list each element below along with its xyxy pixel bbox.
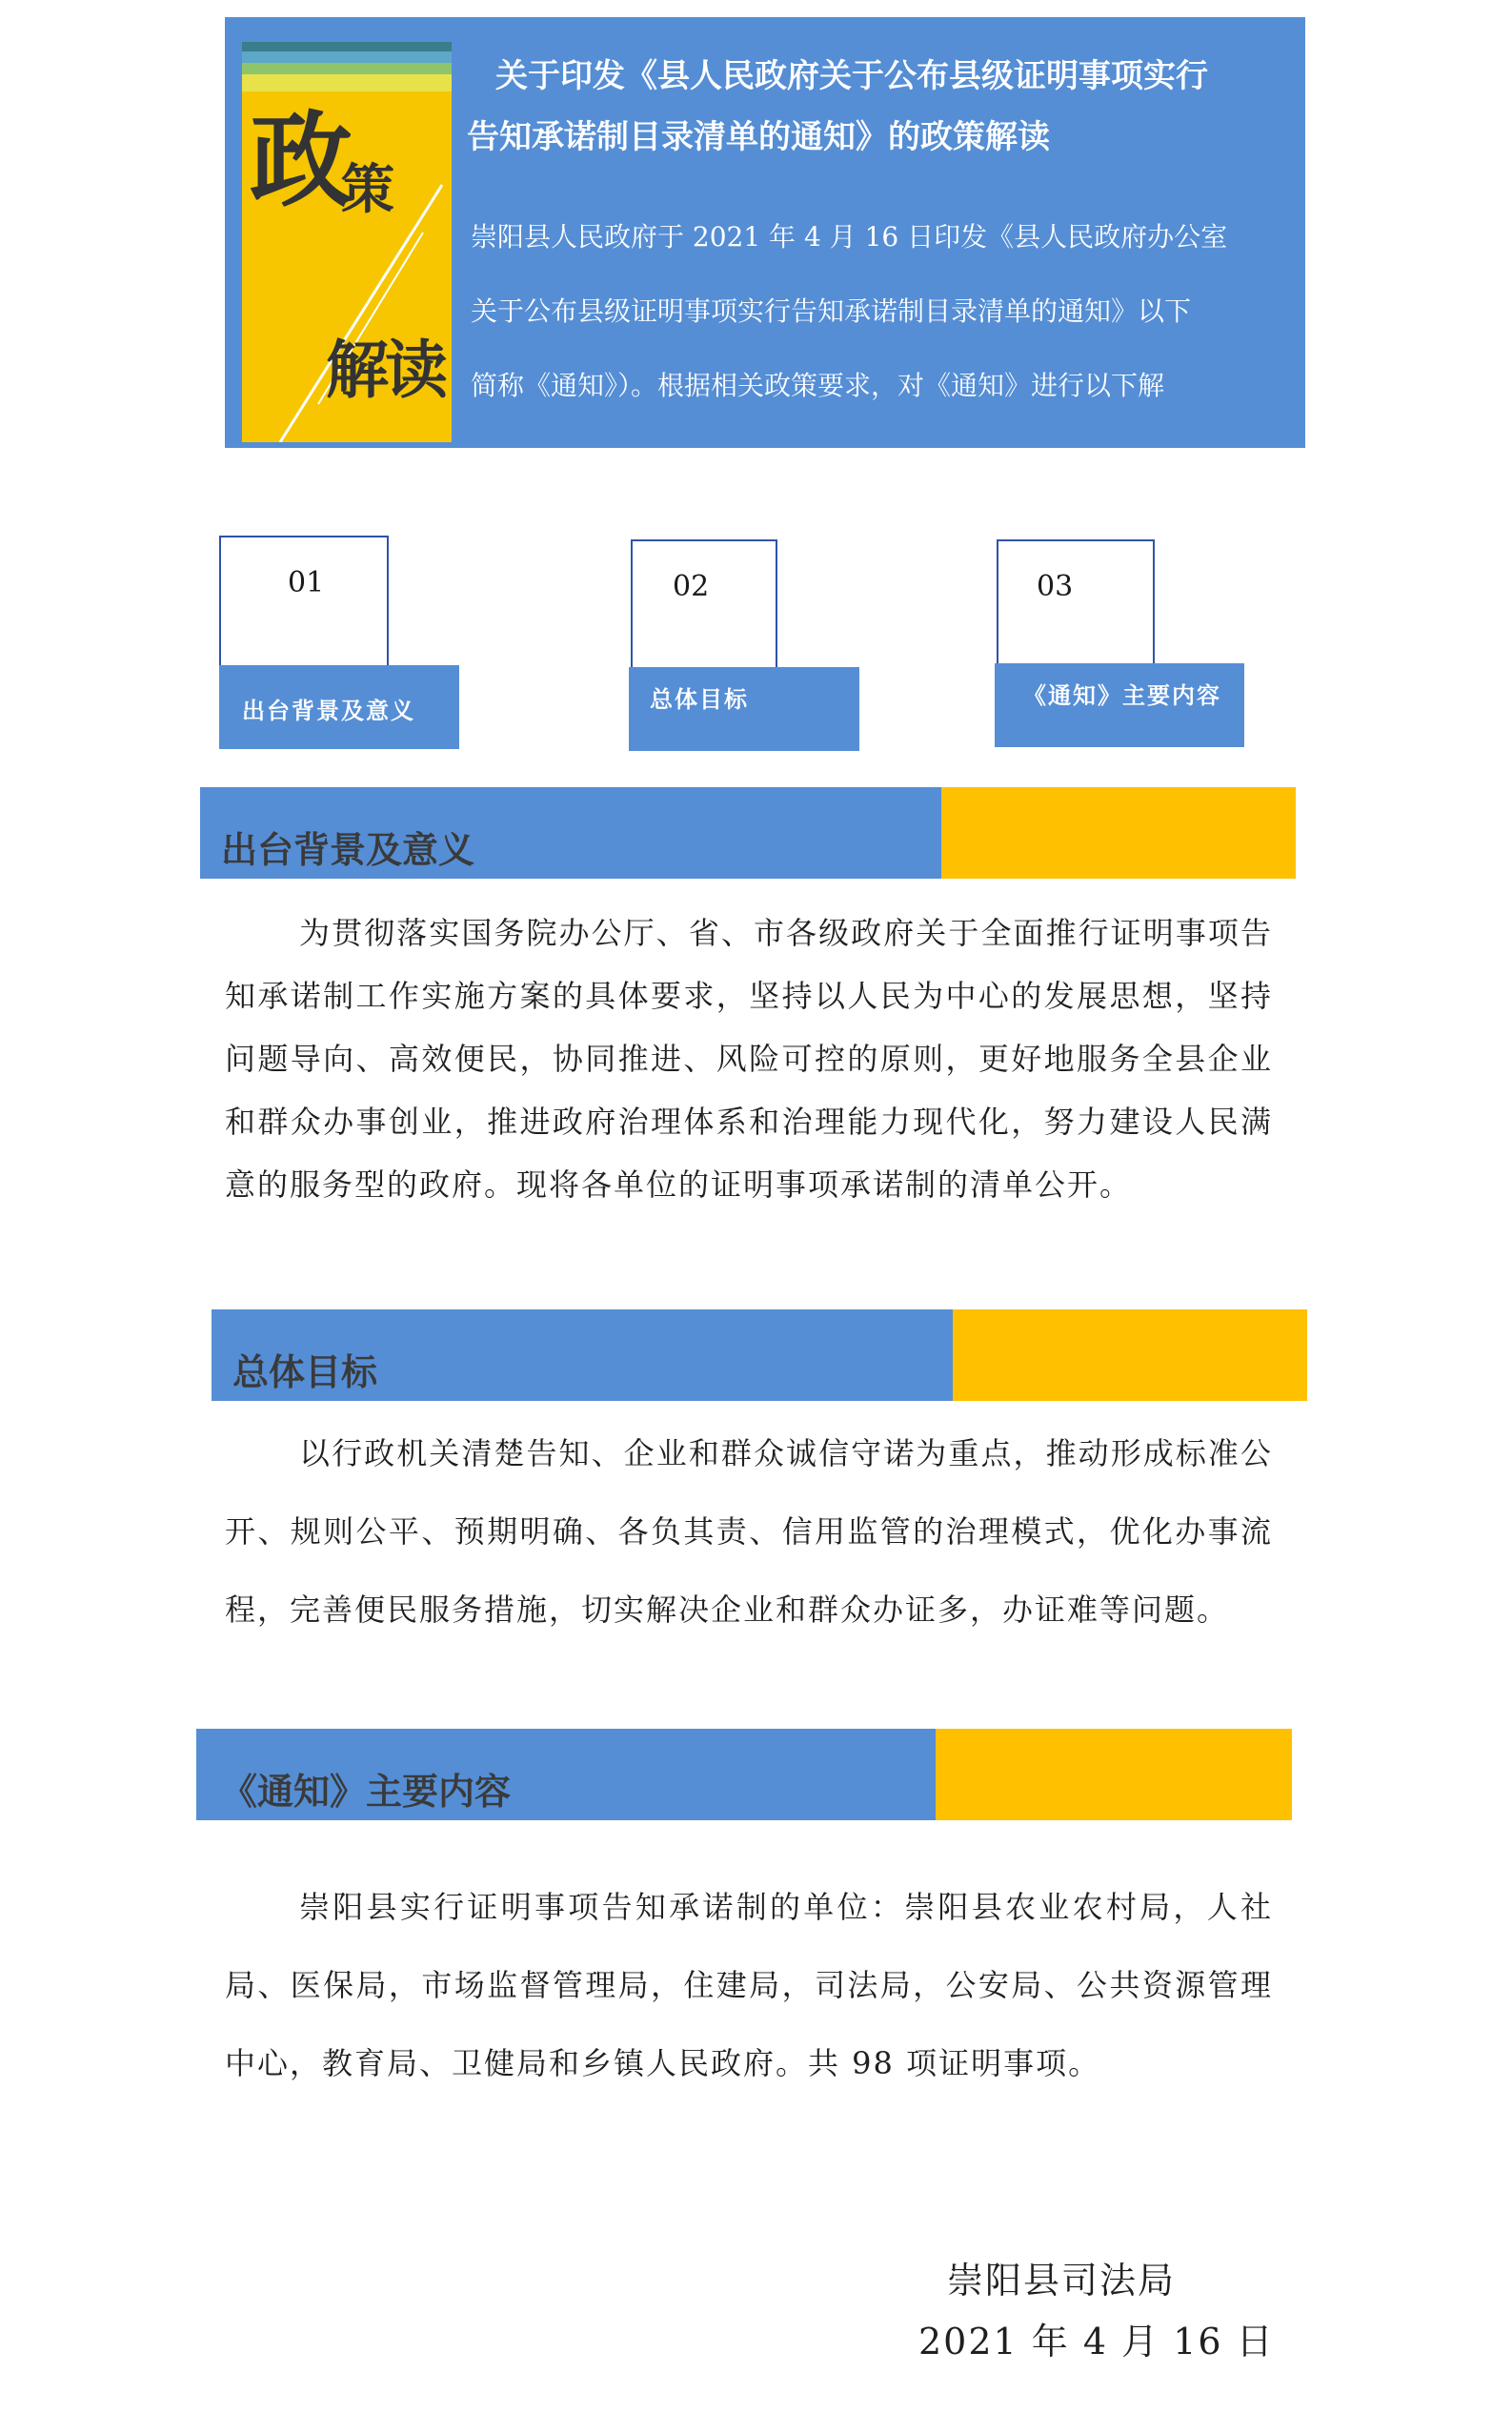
section-body-background: 为贯彻落实国务院办公厅、省、市各级政府关于全面推行证明事项告知承诺制工作实施方案的具体要求，坚持以人民为中心的发展思想，坚持问题导向、高效便民，协同推进、风险可控的原则，更好地服务全县企业和群众办事创业，推进政府治理体系和治理能力现代化，努力建设人民满意的服务型的政府。现将各单位的证明事项承诺制的清单公开。 — [225, 915, 1273, 1203]
title-line-1: 关于印发《县人民政府关于公布县级证明事项实行 — [495, 57, 1208, 95]
intro-line-1: 崇阳县人民政府于 2021 年 4 月 16 日印发《县人民政府办公室 — [471, 221, 1228, 253]
section-body-goals: 以行政机关清楚告知、企业和群众诚信守诺为重点，推动形成标准公开、规则公平、预期明确、各负其责、信用监管的治理模式，优化办事流程，完善便民服务措施，切实解决企业和群众办证多，办证难等问题。 — [225, 1435, 1273, 1628]
badge-char-ce: 策 — [341, 159, 394, 221]
page-title — [467, 46, 1286, 168]
badge-char-jie: 解 — [326, 334, 389, 407]
section-title: 总体目标 — [232, 1351, 378, 1393]
nav-number-02[interactable]: 02 — [631, 539, 777, 671]
section-header-goals — [212, 1309, 1307, 1401]
section-header-accent — [953, 1309, 1307, 1401]
section-title: 《通知》主要内容 — [221, 1771, 512, 1813]
badge-char-du: 读 — [385, 334, 448, 407]
nav-number-01[interactable]: 01 — [219, 536, 389, 671]
badge-char-zheng: 政 — [250, 102, 353, 221]
signature-date: 2021 年 4 月 16 日 — [918, 2321, 1275, 2362]
policy-interpretation-badge — [242, 42, 452, 442]
section-header-accent — [936, 1729, 1292, 1820]
nav-label-goals[interactable]: 总体目标 — [629, 667, 859, 751]
nav-number-03[interactable]: 03 — [997, 539, 1155, 669]
signature-org: 崇阳县司法局 — [947, 2260, 1177, 2301]
section-body-main-content: 崇阳县实行证明事项告知承诺制的单位：崇阳县农业农村局，人社局、医保局，市场监督管理局，住建局，司法局，公安局、公共资源管理中心，教育局、卫健局和乡镇人民政府。共 98 项证明事项。 — [225, 1889, 1273, 2081]
title-line-2: 告知承诺制目录清单的通知》的政策解读 — [467, 118, 1050, 156]
nav-label-background[interactable]: 出台背景及意义 — [219, 665, 459, 749]
section-title: 出台背景及意义 — [221, 829, 475, 871]
nav-label-main-content[interactable]: 《通知》主要内容 — [995, 663, 1244, 747]
intro-line-2: 关于公布县级证明事项实行告知承诺制目录清单的通知》以下 — [471, 295, 1192, 327]
section-header-accent — [941, 787, 1296, 879]
intro-line-3: 简称《通知》）。根据相关政策要求，对《通知》进行以下解 — [471, 370, 1165, 401]
section-header-main-content — [196, 1729, 1292, 1820]
intro-text — [471, 200, 1286, 423]
section-header-background — [200, 787, 1296, 879]
